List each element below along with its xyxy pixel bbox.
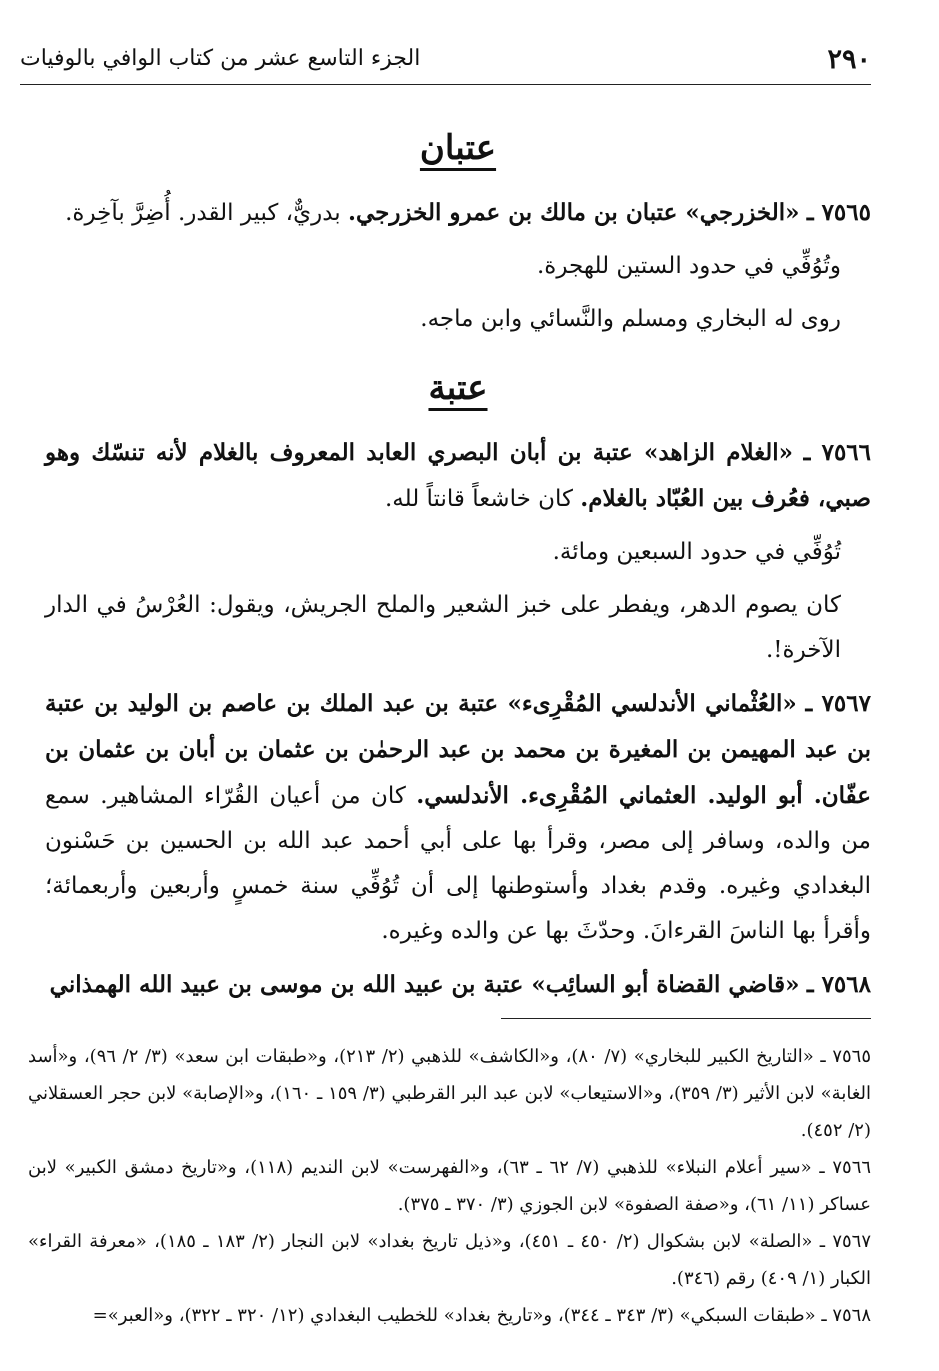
page-header [20, 40, 871, 84]
footnote-7567: ٧٥٦٧ ـ «الصلة» لابن بشكوال (٢/ ٤٥٠ ـ ٤٥١)، و«ذيل تاريخ بغداد» لابن النجار (٢/ ١٨٣ ـ ١٨٥)، «معرفة القراء» الكبار (١/ ٤٠٩) رقم (٣٤٦). [28, 1231, 871, 1289]
entry-text: كان خاشعاً قانتاً لله. [384, 486, 573, 512]
entry-title: «العُثْماني الأندلسي المُقْرِىء» عتبة بن عبد الملك بن عاصم بن الوليد بن عتبة بن عبد المهيمن بن المغيرة بن محمد بن عبد الرحمٰن بن عثمان بن أبان بن عثمان بن عفّان. أبو الوليد. العثماني المُقْرِىء. الأندلسي. [45, 690, 871, 809]
entry-number: ٧٥٦٧ ـ [805, 690, 871, 717]
header-rule [20, 84, 871, 85]
entry-title: «الخزرجي» عتبان بن مالك بن عمرو الخزرجي. [347, 199, 800, 226]
entry-number: ٧٥٦٥ ـ [806, 199, 871, 226]
entry-text: كان من أعيان القُرّاء المشاهير. سمع من والده، وسافر إلى مصر، وقرأ بها على أبي أحمد عبد الله بن الحسين بن حَسْنون البغدادي وغيره. وقدم بغداد وأستوطنها إلى أن تُوُفِّي سنة خمسٍ وأربعين وأربعمائة؛ وأقرأ بها الناسَ القرءانَ. وحدّثَ بها عن والده وغيره. [45, 783, 871, 944]
running-title: الجزء التاسع عشر من كتاب الوافي بالوفيات [20, 46, 421, 71]
entry-paragraph: تُوُفِّي في حدود السبعين ومائة. [552, 539, 841, 565]
entry-number: ٧٥٦٦ ـ [803, 439, 872, 466]
entry-paragraph: كان يصوم الدهر، ويفطر على خبز الشعير والملح الجريش، ويقول: العُرْسُ في الدار الآخرة!. [45, 592, 841, 663]
entry-7568 [45, 962, 871, 1008]
entry-number: ٧٥٦٨ ـ [806, 971, 871, 998]
main-text [45, 118, 871, 1016]
section-heading-2: عتبة [428, 368, 488, 408]
entry-title: «الغلام الزاهد» عتبة بن أبان البصري العابد المعروف بالغلام لأنه تنسّك وهو صبي، فعُرف بين العُبّاد بالغلام. [45, 439, 871, 512]
entry-title: «قاضي القضاة أبو السائِب» عتبة بن عبيد الله بن موسى بن عبيد الله الهمذاني [49, 971, 800, 998]
footnote-7568: ٧٥٦٨ ـ «طبقات السبكي» (٣/ ٣٤٣ ـ ٣٤٤)، و«تاريخ بغداد» للخطيب البغدادي (١٢/ ٣٢٠ ـ ٣٢٢)، و«العبر»= [92, 1305, 871, 1326]
page-number: ٢٩٠ [827, 44, 871, 75]
footnote-7566: ٧٥٦٦ ـ «سير أعلام النبلاء» للذهبي (٧/ ٦٢ ـ ٦٣)، و«الفهرست» لابن النديم (١١٨)، و«تاريخ دمشق الكبير» لابن عساكر (١١/ ٦١)، و«صفة الصفوة» لابن الجوزي (٣/ ٣٧٠ ـ ٣٧٥). [28, 1157, 872, 1215]
entry-paragraph: وتُوُفِّي في حدود الستين للهجرة. [536, 253, 841, 279]
footnotes [28, 1038, 871, 1334]
entry-text: بدريٌّ، كبير القدر. أُضِرَّ بآخِرة. [65, 200, 341, 226]
entry-7565 [45, 190, 871, 236]
entry-paragraph: روى له البخاري ومسلم والنَّسائي وابن ماجه. [420, 306, 841, 332]
footnote-7565: ٧٥٦٥ ـ «التاريخ الكبير للبخاري» (٧/ ٨٠)، و«الكاشف» للذهبي (٢/ ٢١٣)، و«طبقات ابن سعد» (٣/ ٢/ ٩٦)، و«أسد الغابة» لابن الأثير (٣/ ٣٥٩)، و«الاستيعاب» لابن عبد البر القرطبي (٣/ ١٥٩ ـ ١٦٠)، و«الإصابة» لابن حجر العسقلاني (٢/ ٤٥٢). [28, 1046, 871, 1141]
section-heading-1: عتبان [419, 128, 497, 168]
entry-7567 [45, 681, 871, 954]
entry-7566 [45, 430, 871, 522]
footnote-rule [501, 1018, 871, 1019]
